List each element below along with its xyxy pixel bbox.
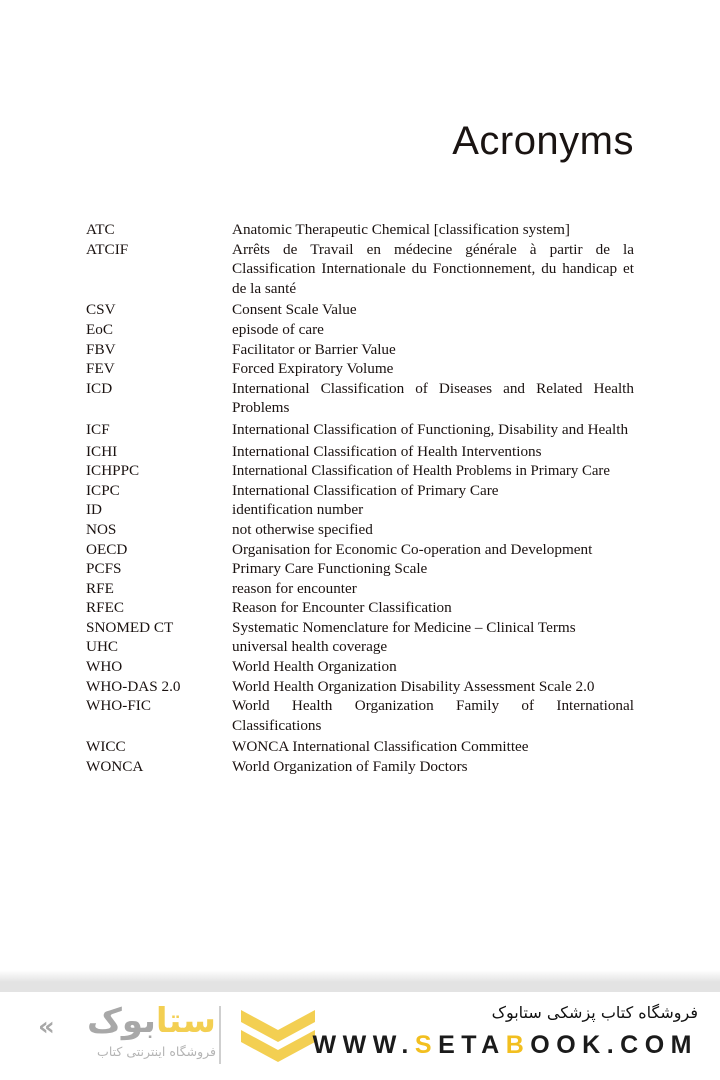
acronym-row <box>86 579 634 599</box>
acronym-term: NOS <box>86 520 117 538</box>
acronym-term: ICF <box>86 420 110 438</box>
logo-wordmark-gold: ستا <box>155 1001 216 1041</box>
double-chevron-left-icon: « <box>38 1012 55 1042</box>
acronym-definition: World Organization of Family Doctors <box>232 758 468 776</box>
acronym-row <box>86 340 634 360</box>
url-part-1: WWW. <box>312 1031 415 1059</box>
acronym-term: ATCIF <box>86 240 129 258</box>
acronym-row <box>86 420 634 440</box>
acronym-term: WHO <box>86 658 123 676</box>
page-title: Acronyms <box>452 118 634 163</box>
acronym-term: ID <box>86 501 103 519</box>
acronym-definition: Forced Expiratory Volume <box>232 360 394 378</box>
footer-gradient-band <box>0 970 720 992</box>
acronym-row <box>86 618 634 638</box>
acronym-definition: identification number <box>232 501 364 519</box>
acronym-row <box>86 737 634 757</box>
footer-watermark-banner <box>0 970 720 1080</box>
logo-wordmark <box>87 1000 216 1042</box>
acronym-row <box>86 220 634 240</box>
acronym-definition: Facilitator or Barrier Value <box>232 340 396 358</box>
url-gold-s: S <box>414 1031 439 1059</box>
acronym-term: PCFS <box>86 560 122 578</box>
acronym-row <box>86 500 634 520</box>
logo-wordmark-gray: بوک <box>87 1001 156 1041</box>
acronym-row <box>86 320 634 340</box>
acronym-term: EoC <box>86 320 114 338</box>
acronym-definition: Primary Care Functioning Scale <box>232 560 428 578</box>
acronym-definition: International Classification of Diseases and Related Health Problems <box>232 379 634 417</box>
acronym-term: FEV <box>86 360 115 378</box>
acronym-definition: not otherwise specified <box>232 520 373 538</box>
acronym-term: ICD <box>86 379 113 397</box>
acronym-row <box>86 359 634 379</box>
acronym-definition: International Classification of Primary Care <box>232 481 499 499</box>
acronym-term: RFE <box>86 579 114 597</box>
acronym-row <box>86 379 634 418</box>
acronym-term: WHO-FIC <box>86 697 151 715</box>
acronym-definition: WONCA International Classification Committee <box>232 738 529 756</box>
acronym-term: OECD <box>86 540 128 558</box>
logo-divider <box>219 1006 221 1064</box>
footer-body <box>0 992 720 1080</box>
acronym-term: UHC <box>86 638 119 656</box>
acronym-term: FBV <box>86 340 116 358</box>
acronym-row <box>86 461 634 481</box>
acronym-definition: Systematic Nomenclature for Medicine – Clinical Terms <box>232 618 576 636</box>
acronym-term: SNOMED CT <box>86 618 174 636</box>
acronym-definition: Anatomic Therapeutic Chemical [classification system] <box>232 221 570 238</box>
acronym-term: ATC <box>86 221 115 238</box>
acronym-definition: International Classification of Health Interventions <box>232 442 542 460</box>
acronym-term: WHO-DAS 2.0 <box>86 677 181 695</box>
acronym-row <box>86 757 634 777</box>
acronym-row <box>86 540 634 560</box>
url-gold-b: B <box>505 1031 531 1059</box>
logo-tagline: فروشگاه اینترنتی کتاب <box>97 1044 216 1059</box>
acronym-definition: World Health Organization Family of International Classifications <box>232 697 634 734</box>
acronym-list <box>86 220 634 777</box>
acronym-row <box>86 442 634 462</box>
acronym-definition: World Health Organization <box>232 658 397 676</box>
acronym-term: ICPC <box>86 481 120 499</box>
url-part-2: ETA <box>438 1031 506 1059</box>
acronym-row <box>86 637 634 657</box>
acronym-definition: Consent Scale Value <box>232 301 357 319</box>
acronym-row <box>86 559 634 579</box>
acronym-term: WICC <box>86 738 126 756</box>
acronym-term: ICHI <box>86 442 118 460</box>
acronym-row <box>86 240 634 299</box>
acronym-definition: International Classification of Functioning, Disability and Health <box>232 420 629 438</box>
acronym-row <box>86 598 634 618</box>
acronym-definition: World Health Organization Disability Assessment Scale 2.0 <box>232 677 595 695</box>
acronym-row <box>86 300 634 320</box>
footer-text-block <box>278 1000 698 1062</box>
acronym-definition: episode of care <box>232 320 324 338</box>
footer-website-url[interactable] <box>278 1028 698 1062</box>
acronym-row <box>86 520 634 540</box>
acronym-row <box>86 481 634 501</box>
acronym-term: ICHPPC <box>86 462 140 480</box>
acronym-row <box>86 657 634 677</box>
acronym-definition: Reason for Encounter Classification <box>232 599 452 617</box>
acronym-definition: universal health coverage <box>232 638 388 656</box>
acronym-definition: Organisation for Economic Co-operation and Development <box>232 540 593 558</box>
acronym-term: RFEC <box>86 599 124 617</box>
acronym-definition: reason for encounter <box>232 579 357 597</box>
acronym-row <box>86 696 634 735</box>
acronym-definition: Arrêts de Travail en médecine générale à partir de la Classification Internationale du Fonctionnement, du handicap et de la santé <box>232 240 634 297</box>
acronym-definition: International Classification of Health Problems in Primary Care <box>232 462 610 480</box>
acronym-term: CSV <box>86 301 116 319</box>
url-part-3: OOK.COM <box>530 1031 698 1059</box>
acronym-term: WONCA <box>86 758 144 776</box>
acronym-row <box>86 677 634 697</box>
footer-persian-line: فروشگاه کتاب پزشکی ستابوک <box>491 1003 698 1022</box>
